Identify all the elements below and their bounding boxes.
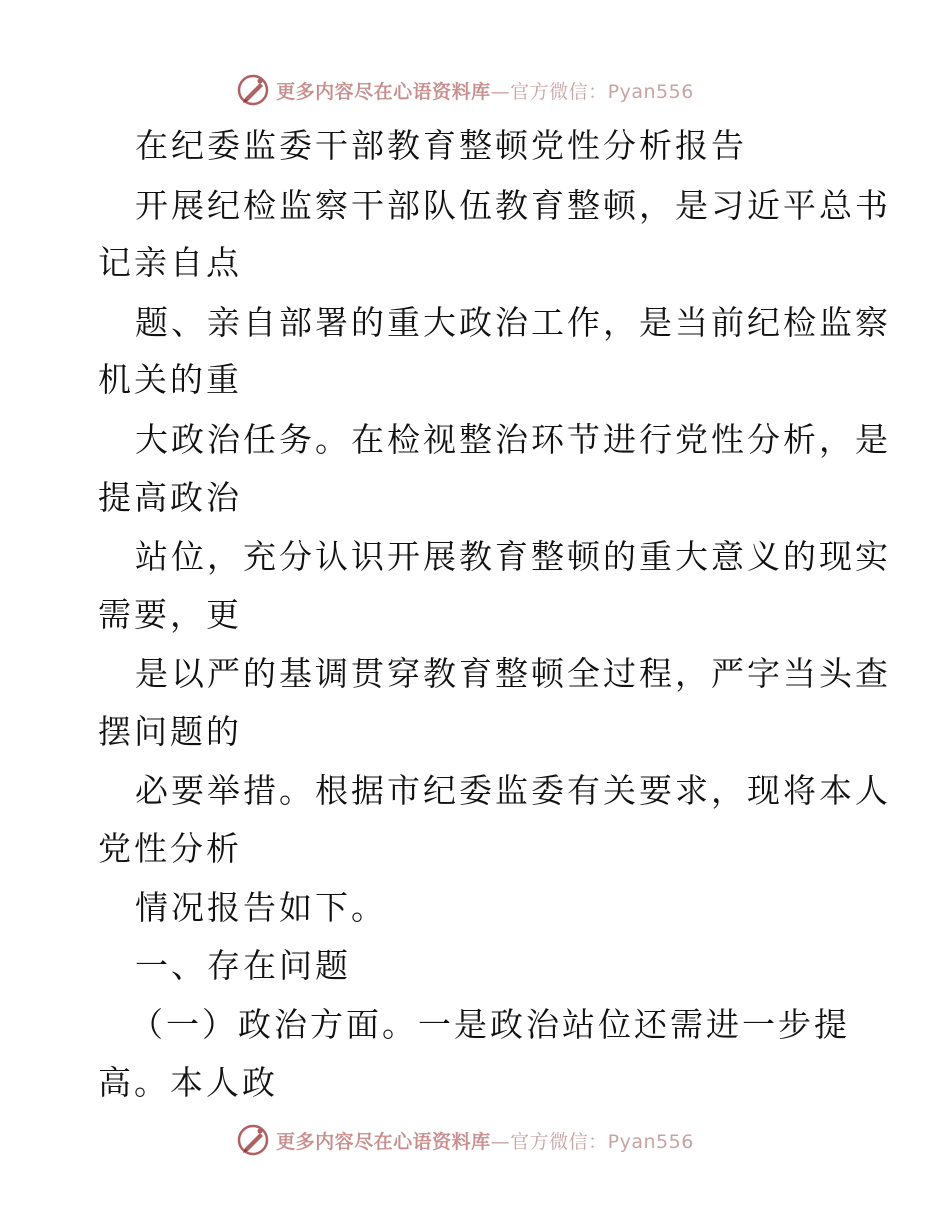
paragraph-line: 题、亲自部署的重大政治工作，是当前纪检监察 [135, 303, 891, 342]
paragraph-line: 是以严的基调贯穿教育整顿全过程，严字当头查 [135, 654, 891, 693]
document-title: 在纪委监委干部教育整顿党性分析报告 [135, 126, 747, 165]
paragraph-line: 机关的重 [98, 360, 242, 399]
watermark-tail-text: 官方微信：Pyan556 [510, 1130, 694, 1153]
watermark-separator: — [490, 1130, 511, 1153]
paragraph-line: 记亲自点 [98, 243, 242, 282]
watermark-tail-text: 官方微信：Pyan556 [510, 80, 694, 103]
paragraph-line: 党性分析 [98, 829, 242, 868]
paragraph-line: 站位，充分认识开展教育整顿的重大意义的现实 [135, 537, 891, 576]
pen-logo-icon [236, 1123, 270, 1157]
watermark-main-text: 更多内容尽在心语资料库 [276, 1130, 491, 1153]
paragraph-line: 必要举措。根据市纪委监委有关要求，现将本人 [135, 771, 891, 810]
watermark-main-text: 更多内容尽在心语资料库 [276, 80, 491, 103]
paragraph-line: 情况报告如下。 [135, 888, 387, 927]
paragraph-line: 摆问题的 [98, 712, 242, 751]
paragraph-line: 需要，更 [98, 595, 242, 634]
paragraph-line: 大政治任务。在检视整治环节进行党性分析，是 [135, 420, 891, 459]
footer-watermark [0, 1120, 950, 1160]
section-heading: 一、存在问题 [135, 946, 351, 985]
watermark-separator: — [490, 80, 511, 103]
paragraph-line: 高。本人政 [98, 1063, 278, 1102]
subsection-line: （一）政治方面。一是政治站位还需进一步提 [130, 1005, 850, 1044]
paragraph-line: 开展纪检监察干部队伍教育整顿，是习近平总书 [135, 186, 891, 225]
paragraph-line: 提高政治 [98, 478, 242, 517]
